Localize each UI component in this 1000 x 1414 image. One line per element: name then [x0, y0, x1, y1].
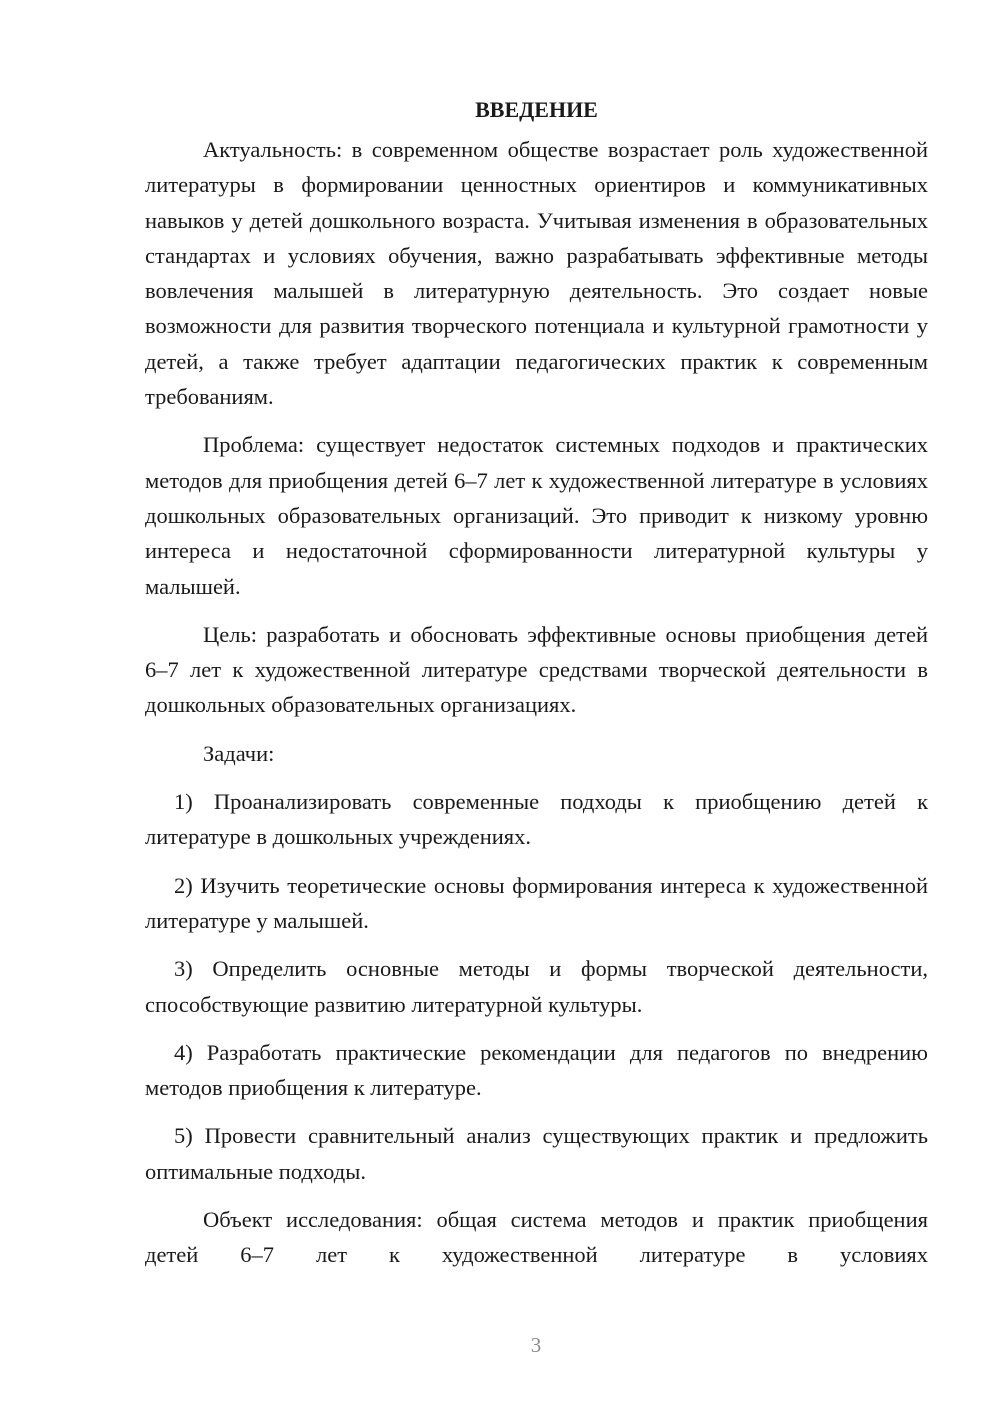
relevance-paragraph: Актуальность: в современном обществе возрастает роль художественной литературы в формировании ценностных ориентиров и коммуникативных навыков у детей дошкольного возраста. Учитывая изменения в образовательных стандартах и условиях обучения, важно разрабатывать эффективные методы вовлечения малышей в литературную деятельность. Это создает новые возможности для развития творческого потенциала и культурной грамотности у детей, а также требует адаптации педагогических практик к современным требованиям.: [145, 137, 928, 410]
task-item-2: 2) Изучить теоретические основы формирования интереса к художественной литературе у малышей.: [145, 872, 928, 933]
task-item-4: 4) Разработать практические рекомендации для педагогов по внедрению методов приобщения к литературе.: [145, 1039, 928, 1101]
tasks-heading: Задачи:: [203, 740, 275, 766]
goal-paragraph: Цель: разработать и обосновать эффективные основы приобщения детей 6–7 лет к художественной литературе средствами творческой деятельности в дошкольных образовательных организациях.: [145, 621, 928, 718]
task-item-3: 3) Определить основные методы и формы творческой деятельности, способствующие развитию литературной культуры.: [145, 956, 928, 1017]
task-item-5: 5) Провести сравнительный анализ существующих практик и предложить оптимальные подходы.: [145, 1123, 928, 1184]
section-title: ВВЕДЕНИЕ: [475, 97, 598, 122]
document-page: [145, 92, 928, 1286]
page-number: 3: [530, 1333, 542, 1357]
problem-paragraph: Проблема: существует недостаток системных подходов и практических методов для приобщения детей 6–7 лет к художественной литературе в условиях дошкольных образовательных организаций. Это приводит к низкому уровню интереса и недостаточной сформированности литературной культуры у малышей.: [145, 432, 928, 599]
task-item-1: 1) Проанализировать современные подходы к приобщению детей к литературе в дошкольных учреждениях.: [145, 789, 928, 850]
object-paragraph: Объект исследования: общая система методов и практик приобщения детей 6–7 лет к художественной литературе в условиях: [145, 1207, 928, 1268]
